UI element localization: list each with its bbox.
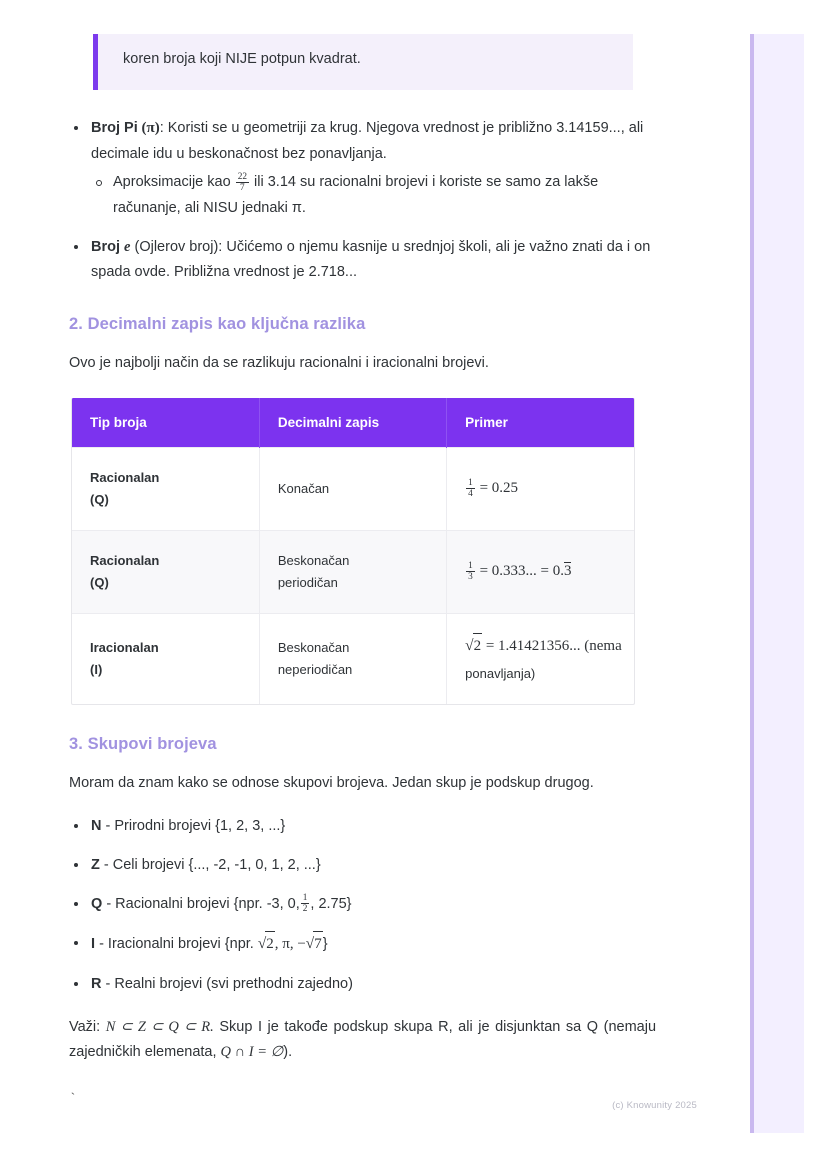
intro-bullet-list [69, 116, 656, 284]
fraction-numerator: 22 [237, 172, 247, 183]
closing-paragraph [69, 1015, 656, 1065]
list-item [69, 972, 656, 997]
cell-notation-line2: neperiodičan [277, 661, 353, 677]
list-item [91, 170, 656, 221]
bullet-lead-e: Broj [91, 238, 120, 255]
section-heading-2: 2. Decimalni zapis kao ključna razlika [69, 314, 366, 333]
fraction-one-half [300, 893, 311, 915]
set-symbol-n: N [91, 817, 102, 834]
intersection-expression: Q ∩ I = ∅ [220, 1044, 284, 1060]
cell-example [447, 530, 634, 613]
column-header-notation: Decimalni zapis [259, 398, 446, 448]
section3-paragraph: Moram da znam kako se odnose skupovi brojeva. Jedan skup je podskup drugog. [69, 774, 594, 791]
table-row [72, 530, 634, 613]
closing-middle: Skup I je takođe podskup skupa R, ali je disjunktan sa Q (nemaju zajedničkih elemenata, [69, 1019, 657, 1060]
set-text-q-after: , 2.75} [310, 895, 352, 912]
intro-sub-list [91, 170, 656, 221]
set-text-i-before: - Iracionalni brojevi {npr. [99, 936, 254, 953]
list-item [69, 892, 656, 918]
number-sets-list [69, 814, 656, 997]
subset-chain: N ⊂ Z ⊂ Q ⊂ R. [105, 1019, 214, 1036]
math-tail-2: ponavljanja) [465, 665, 536, 681]
fraction-denominator: 4 [468, 488, 473, 499]
set-symbol-z: Z [91, 856, 100, 873]
table-body [72, 447, 634, 703]
cell-type-line2: (I) [90, 661, 103, 677]
closing-tail: ). [283, 1044, 293, 1060]
math-quarter-equals [465, 477, 519, 499]
cell-type-line1: Racionalan [90, 552, 160, 568]
fraction-22-7 [235, 172, 250, 194]
decimal-notation-table-wrapper [71, 398, 635, 705]
footer-copyright: (c) Knowunity 2025 [612, 1100, 697, 1111]
table-head [72, 398, 634, 448]
set-text-q-before: - Racionalni brojevi {npr. -3, 0, [106, 895, 300, 912]
set-text-n: - Prirodni brojevi {1, 2, 3, ...} [105, 817, 286, 834]
fraction-denominator: 7 [236, 182, 249, 193]
sqrt-radicand: 2 [473, 633, 483, 660]
list-item [69, 116, 656, 220]
bullet-text-e: (Ojlerov broj): Učićemo o njemu kasnije u srednjoj školi, ali je važno znati da i on spada ovde. Približna vrednost je 2.718... [91, 238, 651, 280]
cell-notation-line2: periodičan [277, 575, 338, 591]
right-sidebar-panel [750, 34, 804, 1133]
right-sidebar-edge [750, 34, 754, 1133]
sub-text-after: ili 3.14 su racionalni brojevi i koriste se samo za lakše računanje, ali NISU jednaki π. [113, 174, 599, 216]
table-header-row [72, 398, 634, 448]
cell-notation [259, 614, 446, 704]
cell-type-line2: (Q) [90, 491, 109, 507]
set-text-r: - Realni brojevi (svi prethodni zajedno) [105, 976, 353, 993]
set-text-i-after: } [322, 936, 328, 953]
table-row [72, 614, 634, 704]
trailing-backtick: ` [69, 1090, 77, 1106]
math-mid: , π, − [274, 936, 306, 953]
cell-notation-line1: Beskonačan [277, 639, 350, 655]
list-item [69, 814, 656, 839]
cell-type-line2: (Q) [90, 575, 109, 591]
cell-example [447, 447, 634, 530]
math-irrational-examples: √2, π, −√7 [258, 936, 323, 952]
cell-notation [259, 447, 446, 530]
set-symbol-r: R [91, 976, 102, 993]
set-symbol-q: Q [91, 895, 103, 912]
fraction-denominator: 3 [468, 572, 473, 583]
fraction-numerator: 1 [468, 561, 473, 572]
decimal-notation-table [72, 398, 634, 704]
fraction-denominator: 2 [302, 904, 308, 915]
column-header-type: Tip broja [72, 398, 259, 448]
cell-example [447, 614, 634, 704]
cell-type [72, 614, 259, 704]
cell-type-line1: Racionalan [90, 469, 160, 485]
list-item [69, 931, 656, 958]
list-item [69, 235, 656, 285]
set-symbol-i: I [91, 936, 96, 953]
euler-symbol: e [124, 238, 131, 255]
set-text-z: - Celi brojevi {..., -2, -1, 0, 1, 2, ...} [103, 856, 321, 873]
sub-text-before: Aproksimacije kao [113, 174, 231, 191]
math-third-repeating [465, 561, 572, 583]
cell-type-line1: Iracionalan [90, 639, 159, 655]
bullet-text-pi: : Koristi se u geometriji za krug. Njegova vrednost je približno 3.14159..., ali decimale idu u beskonačnost bez ponavljanja. [91, 120, 644, 163]
fraction-numerator: 1 [302, 893, 308, 904]
column-header-example: Primer [447, 398, 634, 448]
cell-type [72, 447, 259, 530]
math-tail: = 0.333... = 0. [479, 563, 564, 580]
sqrt-radicand-2: 2 [265, 931, 275, 958]
section-heading-3: 3. Skupovi brojeva [69, 734, 217, 753]
math-tail: = 1.41421356... (nema [485, 638, 622, 655]
callout-blockquote [93, 34, 633, 90]
math-tail: = 0.25 [479, 480, 519, 497]
closing-lead: Važi: [69, 1019, 101, 1036]
sqrt-radicand-7: 7 [313, 931, 323, 958]
repeating-digit-overline: 3 [563, 563, 572, 580]
cell-type [72, 530, 259, 613]
blockquote-text: koren broja koji NIJE potpun kvadrat. [123, 51, 361, 67]
math-sqrt-two: √2 = 1.41421356... (nema [465, 638, 622, 654]
bullet-pi-symbol: (π) [141, 120, 160, 137]
list-item [69, 853, 656, 878]
bullet-lead-pi: Broj Pi [91, 120, 138, 137]
table-row [72, 447, 634, 530]
fraction-numerator: 1 [468, 477, 473, 488]
cell-notation [259, 530, 446, 613]
section2-paragraph: Ovo je najbolji način da se razlikuju racionalni i iracionalni brojevi. [69, 354, 489, 371]
cell-notation-line1: Konačan [277, 480, 330, 496]
cell-notation-line1: Beskonačan [277, 552, 350, 568]
